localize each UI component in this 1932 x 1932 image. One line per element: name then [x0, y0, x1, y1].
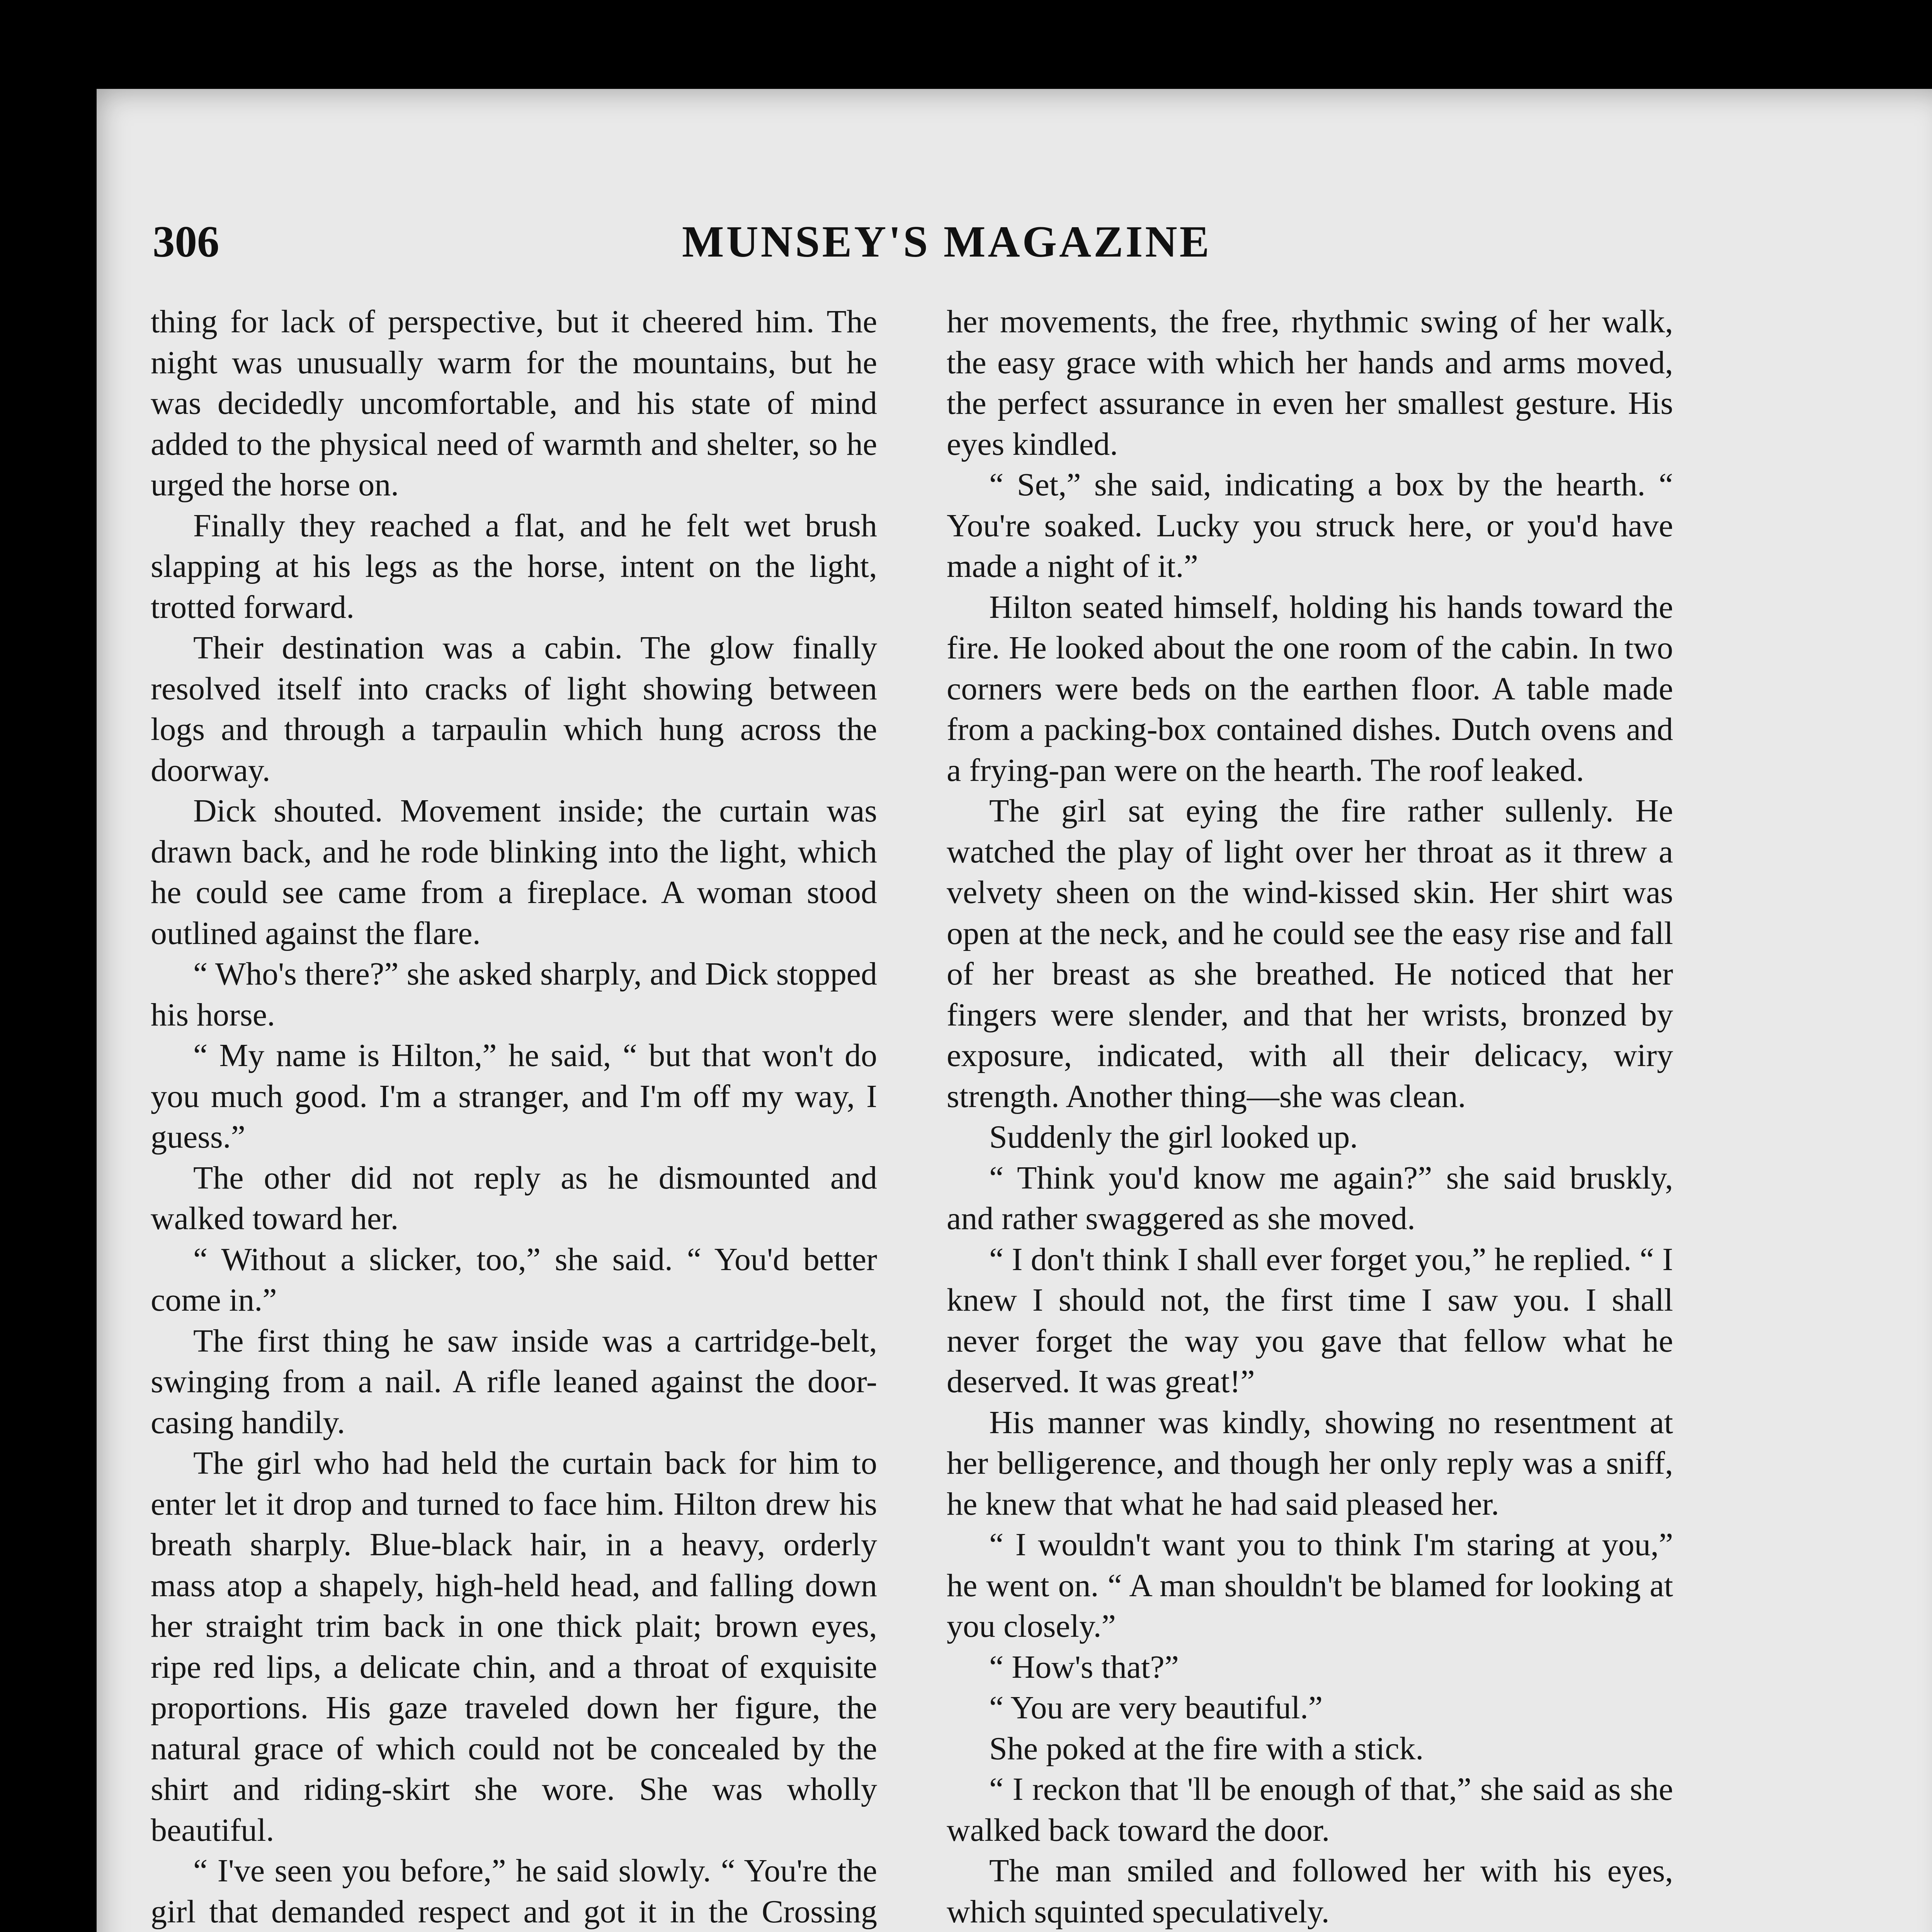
paragraph: The girl who had held the curtain back for him to enter let it drop and turned to face him. Hilton drew his breath sharply. Blue-black hair, in a heavy, orderly mass atop a shapely, high-held head, and falling down her straight trim back in one thick plait; brown eyes, ripe red lips, a delicate chin, and a throat of exquisite proportions. His gaze traveled down her figure, the natural grace of which could not be concealed by the shirt and riding-skirt she wore. She was wholly beautiful. — [151, 1445, 877, 1848]
paragraph: Their destination was a cabin. The glow finally resolved itself into cracks of light showing between logs and through a tarpaulin which hung across the doorway. — [151, 630, 877, 788]
page-number: 306 — [153, 217, 219, 266]
paragraph: Suddenly the girl looked up. — [989, 1119, 1358, 1155]
paragraph: “ Think you'd know me again?” she said bruskly, and rather swaggered as she moved. — [947, 1160, 1673, 1236]
paragraph: “ I wouldn't want you to think I'm staring at you,” he went on. “ A man shouldn't be blamed for looking at you closely.” — [947, 1527, 1673, 1644]
paragraph: “ Who's there?” she asked sharply, and Dick stopped his horse. — [151, 956, 877, 1033]
paragraph: “ My name is Hilton,” he said, “ but that won't do you much good. I'm a stranger, and I'm off my way, I guess.” — [151, 1037, 877, 1155]
paragraph: She poked at the fire with a stick. — [989, 1730, 1424, 1767]
paragraph: “ How's that?” — [989, 1649, 1179, 1685]
paragraph: “ You are very beautiful.” — [989, 1690, 1323, 1726]
paragraph: her movements, the free, rhythmic swing of her walk, the easy grace with which her hands and arms moved, the perfect assurance in even her smallest gesture. His eyes kindled. — [947, 304, 1673, 462]
paragraph: “ I've seen you before,” he said slowly. “ You're the girl that demanded respect and got it in the Crossing — [151, 1853, 877, 1930]
paragraph: The first thing he saw inside was a cartridge-belt, swinging from a nail. A rifle leaned against the door-casing handily. — [151, 1323, 877, 1440]
paragraph: The girl sat eying the fire rather sullenly. He watched the play of light over her throat as it threw a velvety sheen on the wind-kissed skin. Her shirt was open at the neck, and he could see the easy rise and fall of her breast as she breathed. He noticed that her fingers were slender, and that her wrists, bronzed by exposure, indicated, with all their delicacy, wiry strength. Another thing—she was clean. — [947, 793, 1673, 1114]
paragraph: Hilton seated himself, holding his hands toward the fire. He looked about the one room of the cabin. In two corners were beds on the earthen floor. A table made from a packing-box contained dishes. Dutch ovens and a frying-pan were on the hearth. The roof leaked. — [947, 589, 1673, 788]
paragraph: The other did not reply as he dismounted and walked toward her. — [151, 1160, 877, 1236]
paragraph: Finally they reached a flat, and he felt wet brush slapping at his legs as the horse, intent on the light, trotted forward. — [151, 507, 877, 625]
right-column — [947, 301, 1673, 1932]
paragraph: thing for lack of perspective, but it cheered him. The night was unusually warm for the mountains, but he was decidedly uncomfortable, and his state of mind added to the physical need of warmth and shelter, so he urged the horse on. — [151, 304, 877, 503]
paragraph: “ Without a slicker, too,” she said. “ You'd better come in.” — [151, 1241, 877, 1318]
page-header — [153, 216, 1756, 301]
paragraph: “ Set,” she said, indicating a box by the hearth. “ You're soaked. Lucky you struck here, or you'd have made a night of it.” — [947, 467, 1673, 584]
running-title: MUNSEY'S MAGAZINE — [682, 217, 1212, 266]
paragraph: The man smiled and followed her with his eyes, which squinted speculatively. — [947, 1853, 1673, 1930]
paragraph: His manner was kindly, showing no resentment at her belligerence, and though her only reply was a sniff, he knew that what he had said pleased her. — [947, 1404, 1673, 1522]
left-column — [151, 301, 877, 1932]
paragraph: “ I don't think I shall ever forget you,” he replied. “ I knew I should not, the first time I saw you. I shall never forget the way you gave that fellow what he deserved. It was great!” — [947, 1241, 1673, 1400]
paragraph: “ I reckon that 'll be enough of that,” she said as she walked back toward the door. — [947, 1771, 1673, 1848]
paragraph: Dick shouted. Movement inside; the curtain was drawn back, and he rode blinking into the light, which he could see came from a fireplace. A woman stood outlined against the flare. — [151, 793, 877, 951]
